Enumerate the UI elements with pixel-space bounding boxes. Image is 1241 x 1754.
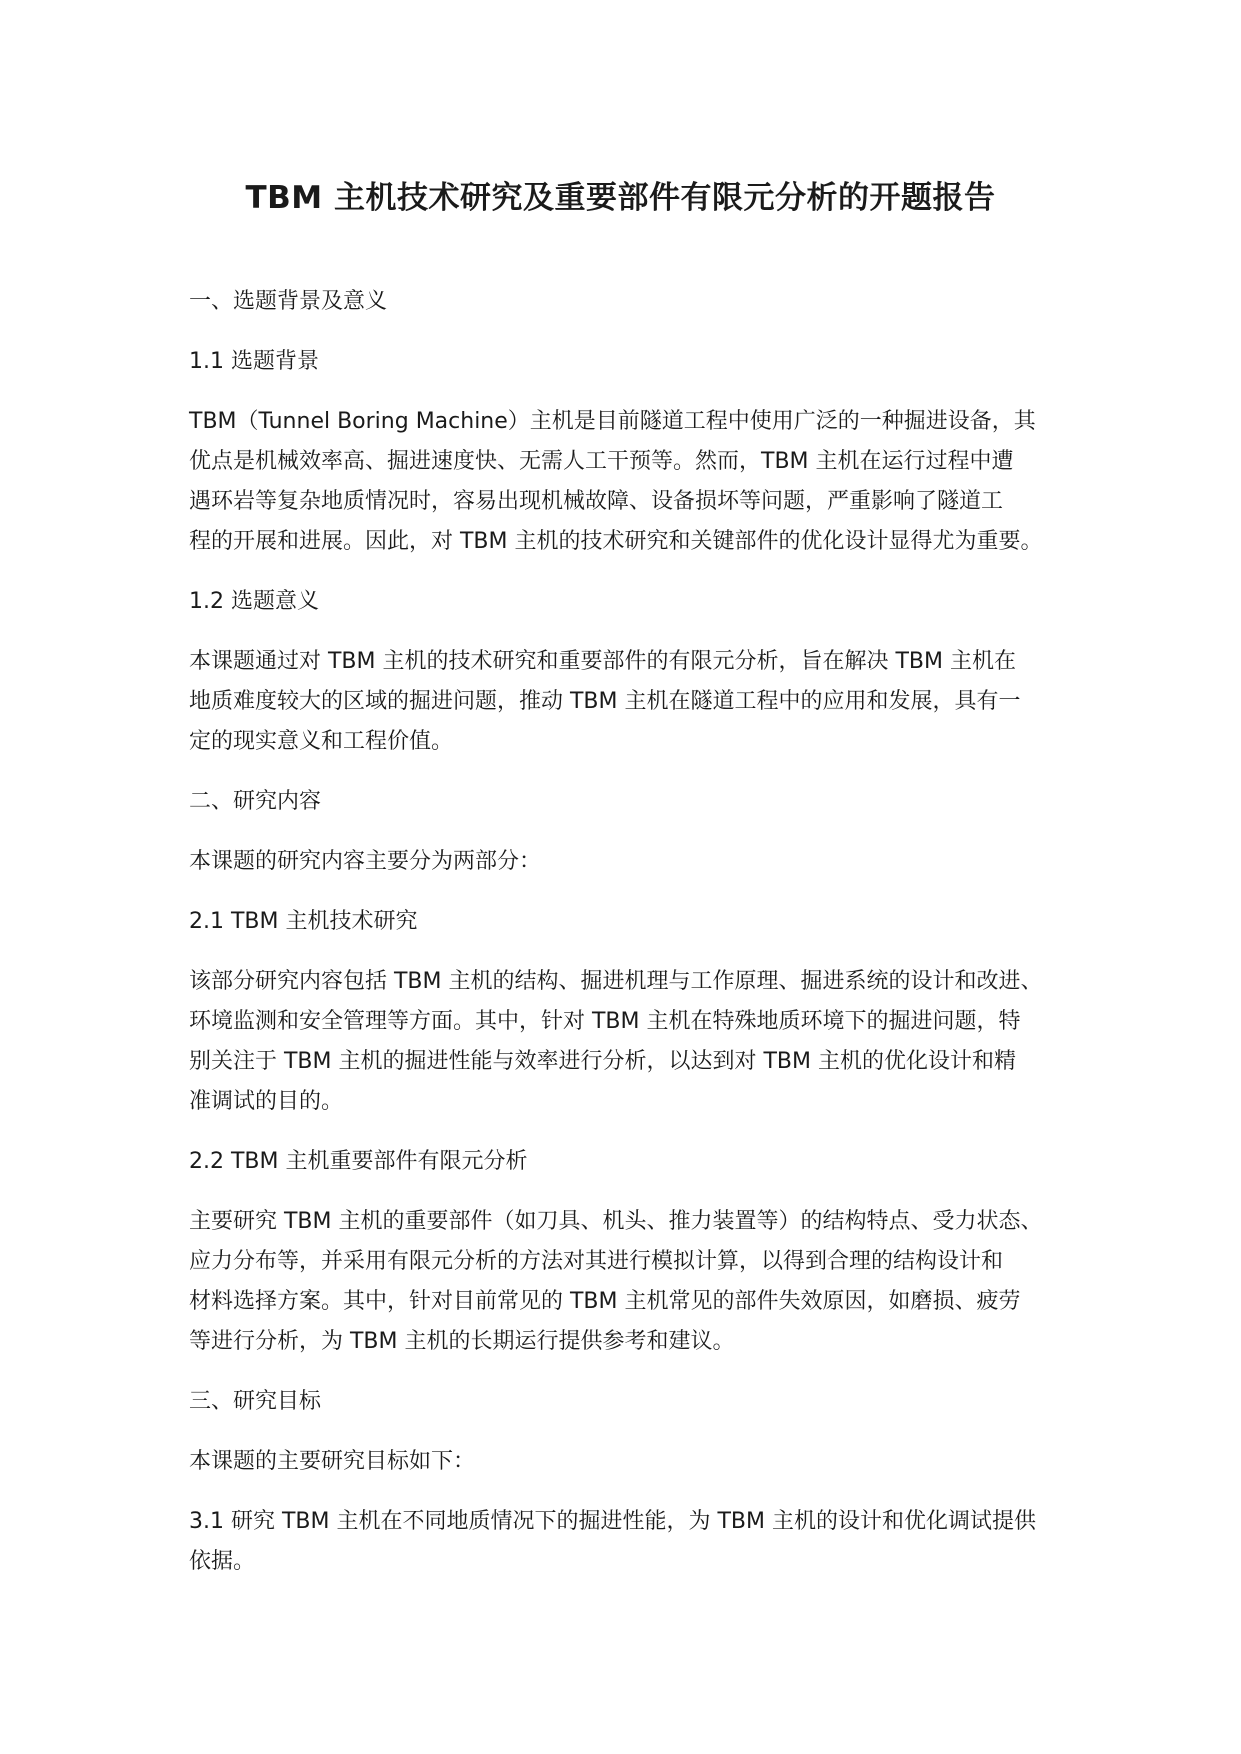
text-line: 本课题通过对 TBM 主机的技术研究和重要部件的有限元分析，旨在解决 TBM 主机在 (189, 649, 1017, 674)
section-heading (189, 782, 1069, 822)
text-line: 1.1 选题背景 (189, 349, 319, 374)
text-line: 等进行分析，为 TBM 主机的长期运行提供参考和建议。 (189, 1329, 735, 1354)
section-heading (189, 282, 1069, 322)
text-line: 应力分布等，并采用有限元分析的方法对其进行模拟计算，以得到合理的结构设计和 (189, 1249, 1004, 1274)
text-line: TBM（Tunnel Boring Machine）主机是目前隧道工程中使用广泛的一种掘进设备，其 (189, 409, 1036, 434)
text-line: 别关注于 TBM 主机的掘进性能与效率进行分析，以达到对 TBM 主机的优化设计和精 (189, 1049, 1017, 1074)
text-line: 二、研究内容 (189, 789, 322, 814)
text-line: 本课题的研究内容主要分为两部分： (189, 849, 542, 874)
text-line: 一、选题背景及意义 (189, 289, 388, 314)
text-line: 2.2 TBM 主机重要部件有限元分析 (189, 1149, 528, 1174)
body-paragraph (189, 1202, 1069, 1362)
body-paragraph (189, 1442, 1069, 1482)
text-line: 材料选择方案。其中，针对目前常见的 TBM 主机常见的部件失效原因，如磨损、疲劳 (189, 1289, 1021, 1314)
text-line: 依据。 (189, 1549, 256, 1574)
section-heading (189, 1382, 1069, 1422)
text-line: 遇环岩等复杂地质情况时，容易出现机械故障、设备损坏等问题，严重影响了隧道工 (189, 489, 1004, 514)
body-paragraph (189, 402, 1069, 562)
section-heading (189, 342, 1069, 382)
text-line: 主要研究 TBM 主机的重要部件（如刀具、机头、推力装置等）的结构特点、受力状态、 (189, 1209, 1043, 1234)
text-line: 程的开展和进展。因此，对 TBM 主机的技术研究和关键部件的优化设计显得尤为重要。 (189, 529, 1043, 554)
text-line: 地质难度较大的区域的掘进问题，推动 TBM 主机在隧道工程中的应用和发展，具有一 (189, 689, 1021, 714)
text-line: 2.1 TBM 主机技术研究 (189, 909, 418, 934)
text-line: 1.2 选题意义 (189, 589, 319, 614)
document-title: TBM 主机技术研究及重要部件有限元分析的开题报告 (245, 180, 996, 216)
document-body (189, 282, 1069, 1602)
text-line: 环境监测和安全管理等方面。其中，针对 TBM 主机在特殊地质环境下的掘进问题，特 (189, 1009, 1021, 1034)
body-paragraph (189, 1502, 1069, 1582)
body-paragraph (189, 642, 1069, 762)
section-heading (189, 1142, 1069, 1182)
text-line: 3.1 研究 TBM 主机在不同地质情况下的掘进性能，为 TBM 主机的设计和优化调试提供 (189, 1509, 1036, 1534)
text-line: 三、研究目标 (189, 1389, 322, 1414)
text-line: 准调试的目的。 (189, 1089, 344, 1114)
text-line: 本课题的主要研究目标如下： (189, 1449, 476, 1474)
text-line: 优点是机械效率高、掘进速度快、无需人工干预等。然而，TBM 主机在运行过程中遭 (189, 449, 1014, 474)
section-heading (189, 902, 1069, 942)
text-line: 定的现实意义和工程价值。 (189, 729, 454, 754)
body-paragraph (189, 962, 1069, 1122)
section-heading (189, 582, 1069, 622)
text-line: 该部分研究内容包括 TBM 主机的结构、掘进机理与工作原理、掘进系统的设计和改进、 (189, 969, 1043, 994)
body-paragraph (189, 842, 1069, 882)
